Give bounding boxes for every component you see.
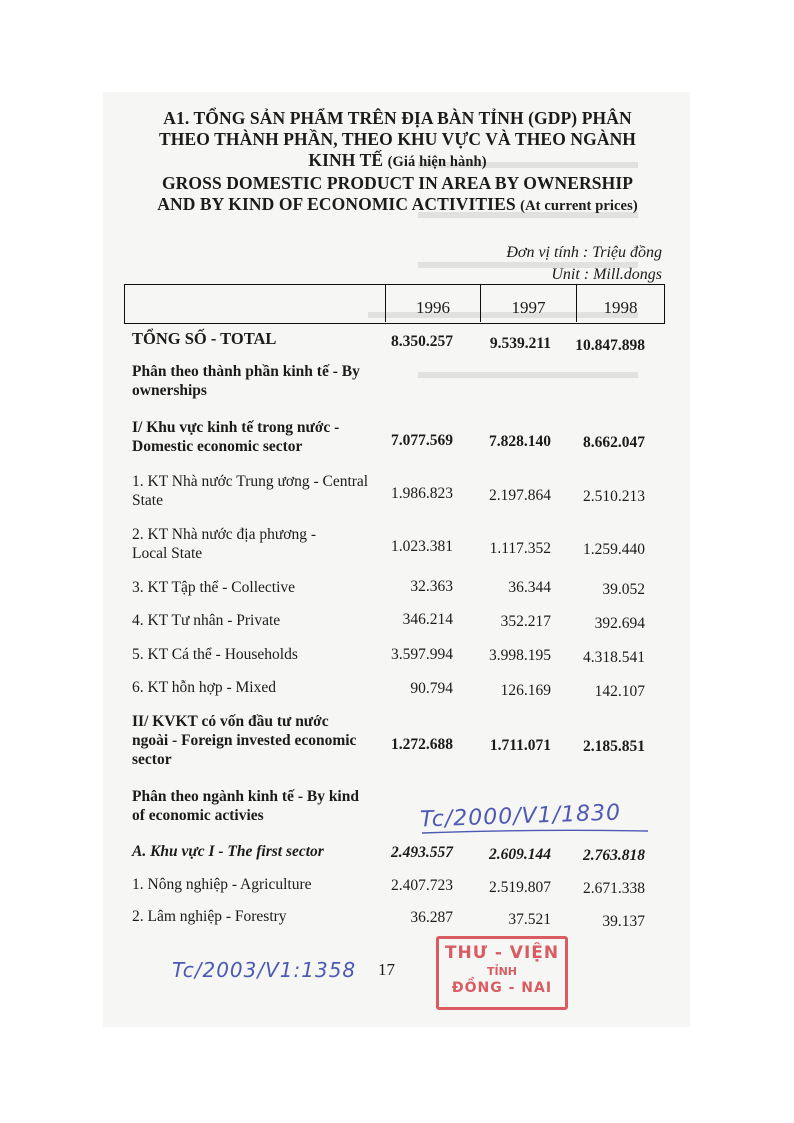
row-value-mixed-1997: 126.169 bbox=[500, 682, 551, 699]
row-value-private-1996: 346.214 bbox=[402, 611, 453, 628]
row-value-agriculture-1996: 2.407.723 bbox=[391, 877, 453, 894]
title-vi-line2: THEO THÀNH PHẦN, THEO KHU VỰC VÀ THEO NGÀNH bbox=[158, 129, 637, 149]
title-vi-line3 bbox=[110, 150, 685, 173]
row-value-domestic-1998: 8.662.047 bbox=[583, 434, 645, 451]
column-header-1998: 1998 bbox=[576, 285, 664, 322]
row-label-households: 5. KT Cá thể - Households bbox=[132, 646, 298, 663]
column-header-1996: 1996 bbox=[385, 285, 480, 322]
row-value-forestry-1996: 36.287 bbox=[410, 909, 453, 926]
title-vi-line3-text: KINH TẾ bbox=[308, 150, 384, 170]
row-value-total-1996: 8.350.257 bbox=[391, 333, 453, 350]
row-value-total-1998: 10.847.898 bbox=[575, 337, 645, 354]
row-value-first-sector-1998: 2.763.818 bbox=[583, 847, 645, 864]
handwritten-reference-number: Tc/2003/V1:1358 bbox=[172, 958, 357, 982]
row-value-central-state-1998: 2.510.213 bbox=[583, 488, 645, 505]
section-heading-activities: Phân theo ngành kinh tế - By kind of economic activies bbox=[132, 788, 359, 824]
handwritten-catalog-number: Tc/2000/V1/1830 bbox=[419, 800, 622, 833]
row-value-mixed-1996: 90.794 bbox=[410, 680, 453, 697]
row-value-central-state-1996: 1.986.823 bbox=[391, 485, 453, 502]
column-header-1997: 1997 bbox=[480, 285, 576, 322]
library-stamp bbox=[436, 936, 568, 1010]
row-value-domestic-1996: 7.077.569 bbox=[391, 432, 453, 449]
row-value-households-1997: 3.998.195 bbox=[489, 647, 551, 664]
row-value-foreign-invested-1998: 2.185.851 bbox=[583, 738, 645, 755]
unit-vi: Đơn vị tính : Triệu đồng bbox=[506, 244, 662, 261]
row-value-domestic-1997: 7.828.140 bbox=[489, 433, 551, 450]
row-value-collective-1998: 39.052 bbox=[602, 581, 645, 598]
row-label-central-state: 1. KT Nhà nước Trung ương - Central State bbox=[132, 473, 369, 509]
stamp-line2: TỈNH bbox=[486, 965, 517, 978]
title-en-note: (At current prices) bbox=[520, 198, 638, 214]
stamp-line1: THƯ - VIỆN bbox=[444, 943, 560, 963]
row-value-foreign-invested-1997: 1.711.071 bbox=[489, 737, 551, 754]
table-title bbox=[110, 108, 685, 217]
row-value-forestry-1998: 39.137 bbox=[602, 913, 645, 930]
section-heading-ownership: Phân theo thành phần kinh tế - By ownerships bbox=[132, 363, 360, 399]
row-value-total-1997: 9.539.211 bbox=[489, 335, 551, 352]
row-value-first-sector-1997: 2.609.144 bbox=[489, 846, 551, 863]
row-label-total: TỔNG SỐ - TOTAL bbox=[132, 329, 277, 348]
row-value-collective-1997: 36.344 bbox=[508, 579, 551, 596]
row-value-local-state-1996: 1.023.381 bbox=[391, 538, 453, 555]
row-label-private: 4. KT Tư nhân - Private bbox=[132, 612, 281, 629]
row-label-domestic: I/ Khu vực kinh tế trong nước - Domestic economic sector bbox=[132, 419, 340, 455]
row-value-local-state-1997: 1.117.352 bbox=[489, 540, 551, 557]
unit-en: Unit : Mill.dongs bbox=[551, 266, 662, 283]
row-value-private-1998: 392.694 bbox=[594, 615, 645, 632]
row-value-agriculture-1997: 2.519.807 bbox=[489, 879, 551, 896]
row-label-foreign-invested: II/ KVKT có vốn đầu tư nước ngoài - Foreign invested economic sector bbox=[132, 713, 357, 768]
row-value-agriculture-1998: 2.671.338 bbox=[583, 880, 645, 897]
row-value-collective-1996: 32.363 bbox=[410, 578, 453, 595]
row-value-first-sector-1996: 2.493.557 bbox=[391, 844, 453, 861]
row-label-first-sector: A. Khu vực I - The first sector bbox=[132, 843, 324, 860]
title-vi-note: (Giá hiện hành) bbox=[387, 154, 487, 170]
row-value-households-1998: 4.318.541 bbox=[583, 649, 645, 666]
title-en-line2-text: AND BY KIND OF ECONOMIC ACTIVITIES bbox=[157, 194, 516, 214]
row-value-households-1996: 3.597.994 bbox=[391, 646, 453, 663]
title-vi-line1: A1. TỔNG SẢN PHẨM TRÊN ĐỊA BÀN TỈNH (GDP) PHÂN bbox=[163, 108, 632, 128]
row-value-mixed-1998: 142.107 bbox=[594, 683, 645, 700]
title-en-line1: GROSS DOMESTIC PRODUCT IN AREA BY OWNERSHIP bbox=[161, 173, 634, 193]
row-label-forestry: 2. Lâm nghiệp - Forestry bbox=[132, 908, 287, 925]
row-label-local-state: 2. KT Nhà nước địa phương - Local State bbox=[132, 526, 317, 562]
column-header-box bbox=[124, 284, 665, 324]
row-label-agriculture: 1. Nông nghiệp - Agriculture bbox=[132, 876, 312, 893]
row-label-mixed: 6. KT hỗn hợp - Mixed bbox=[132, 679, 276, 696]
page-number: 17 bbox=[378, 960, 395, 979]
row-value-foreign-invested-1996: 1.272.688 bbox=[391, 736, 453, 753]
stamp-line3: ĐỒNG - NAI bbox=[451, 980, 553, 996]
row-value-central-state-1997: 2.197.864 bbox=[489, 487, 551, 504]
handwritten-underline bbox=[420, 829, 650, 835]
row-value-forestry-1997: 37.521 bbox=[508, 911, 551, 928]
row-value-private-1997: 352.217 bbox=[500, 613, 551, 630]
row-label-collective: 3. KT Tập thể - Collective bbox=[132, 579, 295, 596]
row-value-local-state-1998: 1.259.440 bbox=[583, 541, 645, 558]
title-en-line2 bbox=[110, 194, 685, 217]
